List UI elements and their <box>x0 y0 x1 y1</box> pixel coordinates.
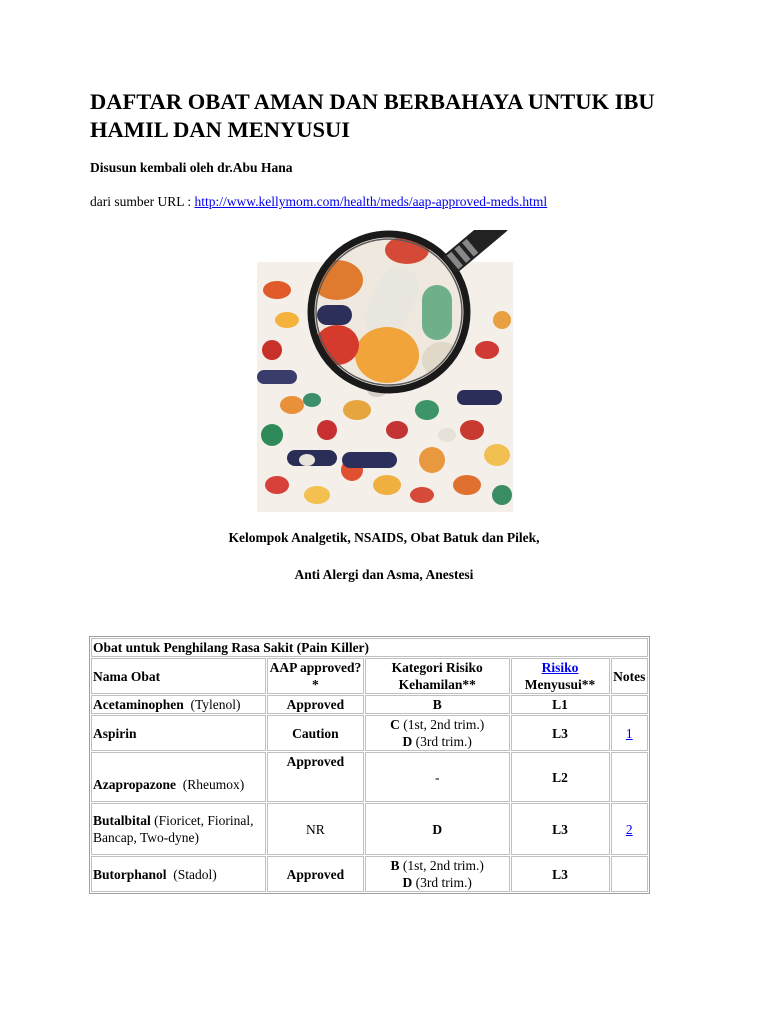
header-pregnancy-category: Kategori Risiko Kehamilan** <box>365 658 510 694</box>
table-header-row <box>91 658 648 694</box>
drug-brand: (Stadol) <box>173 866 217 882</box>
note-link[interactable]: 2 <box>625 821 633 837</box>
header-drug-name: Nama Obat <box>91 658 266 694</box>
pills-magnifier-photo <box>257 230 513 512</box>
header-notes: Notes <box>611 658 648 694</box>
aap-status: Approved <box>267 856 364 892</box>
header-lactation-risk <box>511 658 610 694</box>
pregnancy-category: - <box>365 752 510 802</box>
pregnancy-category: C (1st, 2nd trim.) D (3rd trim.) <box>365 715 510 751</box>
author-line: Disusun kembali oleh dr.Abu Hana <box>90 160 293 175</box>
note-link[interactable]: 1 <box>625 725 633 741</box>
drug-name: Butorphanol <box>93 866 167 882</box>
table-row <box>91 752 648 802</box>
source-prefix: dari sumber URL : <box>90 194 195 209</box>
drug-cell <box>91 752 266 802</box>
drug-name: Azapropazone <box>93 777 176 792</box>
table-row <box>91 856 648 892</box>
note-cell <box>611 803 648 855</box>
document-title: DAFTAR OBAT AMAN DAN BERBAHAYA UNTUK IBU HAMIL DAN MENYUSUI <box>90 89 655 142</box>
aap-status: Caution <box>267 715 364 751</box>
drug-cell <box>91 803 266 855</box>
drug-cell <box>91 695 266 714</box>
table-row <box>91 695 648 714</box>
lactation-risk: L3 <box>511 856 610 892</box>
pain-killer-table <box>89 636 650 894</box>
pregnancy-category: D <box>365 803 510 855</box>
aap-status: Approved <box>267 695 364 714</box>
lactation-risk: L1 <box>511 695 610 714</box>
table-title-row <box>91 638 648 657</box>
lactation-risk: L2 <box>511 752 610 802</box>
note-cell <box>611 695 648 714</box>
pregnancy-category: B <box>365 695 510 714</box>
drug-brand: (Fioricet, Fiorinal, Bancap, Two-dyne) <box>93 813 254 845</box>
source-url-link[interactable]: http://www.kellymom.com/health/meds/aap-approved-meds.html <box>194 194 548 209</box>
note-cell <box>611 715 648 751</box>
drug-brand: (Rheumox) <box>182 777 245 792</box>
caption-line-2: Anti Alergi dan Asma, Anestesi <box>294 567 474 582</box>
caption-line-1: Kelompok Analgetik, NSAIDS, Obat Batuk dan Pilek, <box>228 530 540 545</box>
drug-name: Aspirin <box>91 715 266 751</box>
table-title: Obat untuk Penghilang Rasa Sakit (Pain Killer) <box>91 638 648 657</box>
table-row <box>91 803 648 855</box>
risk-header-rest: Menyusui** <box>524 677 596 692</box>
pregnancy-category: B (1st, 2nd trim.) D (3rd trim.) <box>365 856 510 892</box>
note-cell <box>611 752 648 802</box>
lactation-risk: L3 <box>511 715 610 751</box>
drug-cell <box>91 856 266 892</box>
table-row <box>91 715 648 751</box>
header-aap: AAP approved?* <box>267 658 364 694</box>
lactation-risk: L3 <box>511 803 610 855</box>
source-line <box>90 194 547 210</box>
drug-name: Butalbital <box>93 813 151 828</box>
drug-name: Acetaminophen <box>93 697 184 712</box>
aap-status: Approved <box>267 752 364 802</box>
drug-brand: (Tylenol) <box>190 697 241 712</box>
risk-link[interactable]: Risiko <box>541 660 579 675</box>
aap-status: NR <box>267 803 364 855</box>
note-cell <box>611 856 648 892</box>
